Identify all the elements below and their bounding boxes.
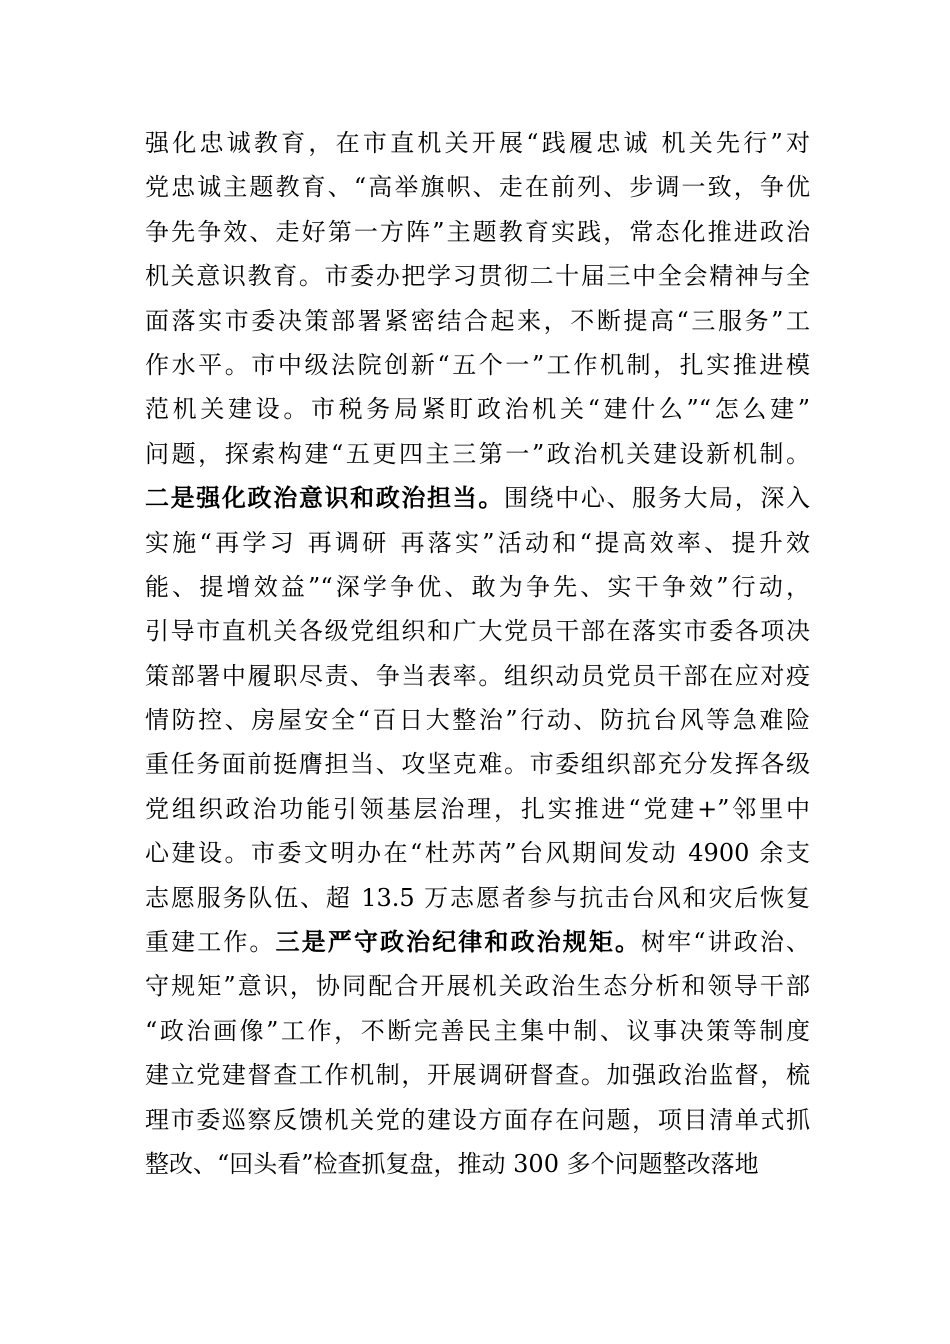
body-text: 强化忠诚教育，在市直机关开展“践履忠诚 机关先行”对 [145, 129, 810, 157]
text-line [145, 964, 810, 1008]
body-text: 重任务面前挺膺担当、攻坚克难。市委组织部充分发挥各级 [145, 750, 810, 779]
text-line [145, 1009, 810, 1053]
body-text: 机关意识教育。市委办把学习贯彻二十届三中全会精神与全 [145, 262, 810, 291]
body-text: 党忠诚主题教育、“高举旗帜、走在前列、步调一致，争优 [145, 173, 810, 202]
body-text: 面落实市委决策部署紧密结合起来，不断提高“三服务”工 [145, 306, 810, 335]
body-text: 树牢“讲政治、 [641, 928, 810, 957]
text-line [145, 432, 810, 476]
text-line [145, 299, 810, 343]
text-line [145, 387, 810, 431]
body-text: 围绕中心、服务大局，深入 [503, 484, 810, 513]
body-text: 重建工作。 [145, 928, 276, 957]
text-line [145, 1142, 810, 1186]
body-text: 党组织政治功能引领基层治理，扎实推进“党建+”邻里中 [145, 794, 810, 823]
text-line [145, 521, 810, 565]
body-text: 志愿服务队伍、超 13.5 万志愿者参与抗击台风和灾后恢复 [145, 883, 810, 912]
body-text: 范机关建设。市税务局紧盯政治机关“建什么”“怎么建” [145, 395, 810, 424]
text-line [145, 121, 810, 165]
text-line [145, 787, 810, 831]
text-line [145, 1053, 810, 1097]
body-text: 情防控、房屋安全“百日大整治”行动、防抗台风等急难险 [145, 706, 810, 735]
body-text: 心建设。市委文明办在“杜苏芮”台风期间发动 4900 余支 [145, 839, 810, 868]
body-text: 实施“再学习 再调研 再落实”活动和“提高效率、提升效 [145, 528, 810, 557]
body-text: 整改、“回头看”检查抓复盘，推动 300 多个问题整改落地 [145, 1149, 759, 1178]
body-text: 问题，探索构建“五更四主三第一”政治机关建设新机制。 [145, 439, 810, 468]
body-text: 守规矩”意识，协同配合开展机关政治生态分析和领导干部 [145, 972, 810, 1001]
text-line [145, 565, 810, 609]
text-line [145, 742, 810, 786]
text-line [145, 876, 810, 920]
body-text: 争先争效、走好第一方阵”主题教育实践，常态化推进政治 [145, 217, 810, 246]
body-paragraph [145, 121, 810, 1186]
text-line [145, 476, 810, 520]
text-line [145, 609, 810, 653]
text-line [145, 210, 810, 254]
text-line [145, 165, 810, 209]
body-text: 理市委巡察反馈机关党的建设方面存在问题，项目清单式抓 [145, 1105, 810, 1134]
body-text: “政治画像”工作，不断完善民主集中制、议事决策等制度 [145, 1016, 810, 1045]
text-line [145, 1098, 810, 1142]
body-text: 能、提增效益”“深学争优、敢为争先、实干争效”行动， [145, 572, 810, 601]
body-text: 引导市直机关各级党组织和广大党员干部在落实市委各项决 [145, 617, 810, 646]
text-line [145, 254, 810, 298]
text-line [145, 831, 810, 875]
text-line [145, 698, 810, 742]
text-line [145, 920, 810, 964]
bold-heading-text: 三是严守政治纪律和政治规矩。 [275, 927, 642, 957]
text-line [145, 654, 810, 698]
body-text: 作水平。市中级法院创新“五个一”工作机制，扎实推进模 [145, 350, 810, 379]
body-text: 建立党建督查工作机制，开展调研督查。加强政治监督，梳 [145, 1061, 810, 1090]
bold-heading-text: 二是强化政治意识和政治担当。 [145, 483, 504, 513]
text-line [145, 343, 810, 387]
body-text: 策部署中履职尽责、争当表率。组织动员党员干部在应对疫 [145, 661, 810, 690]
